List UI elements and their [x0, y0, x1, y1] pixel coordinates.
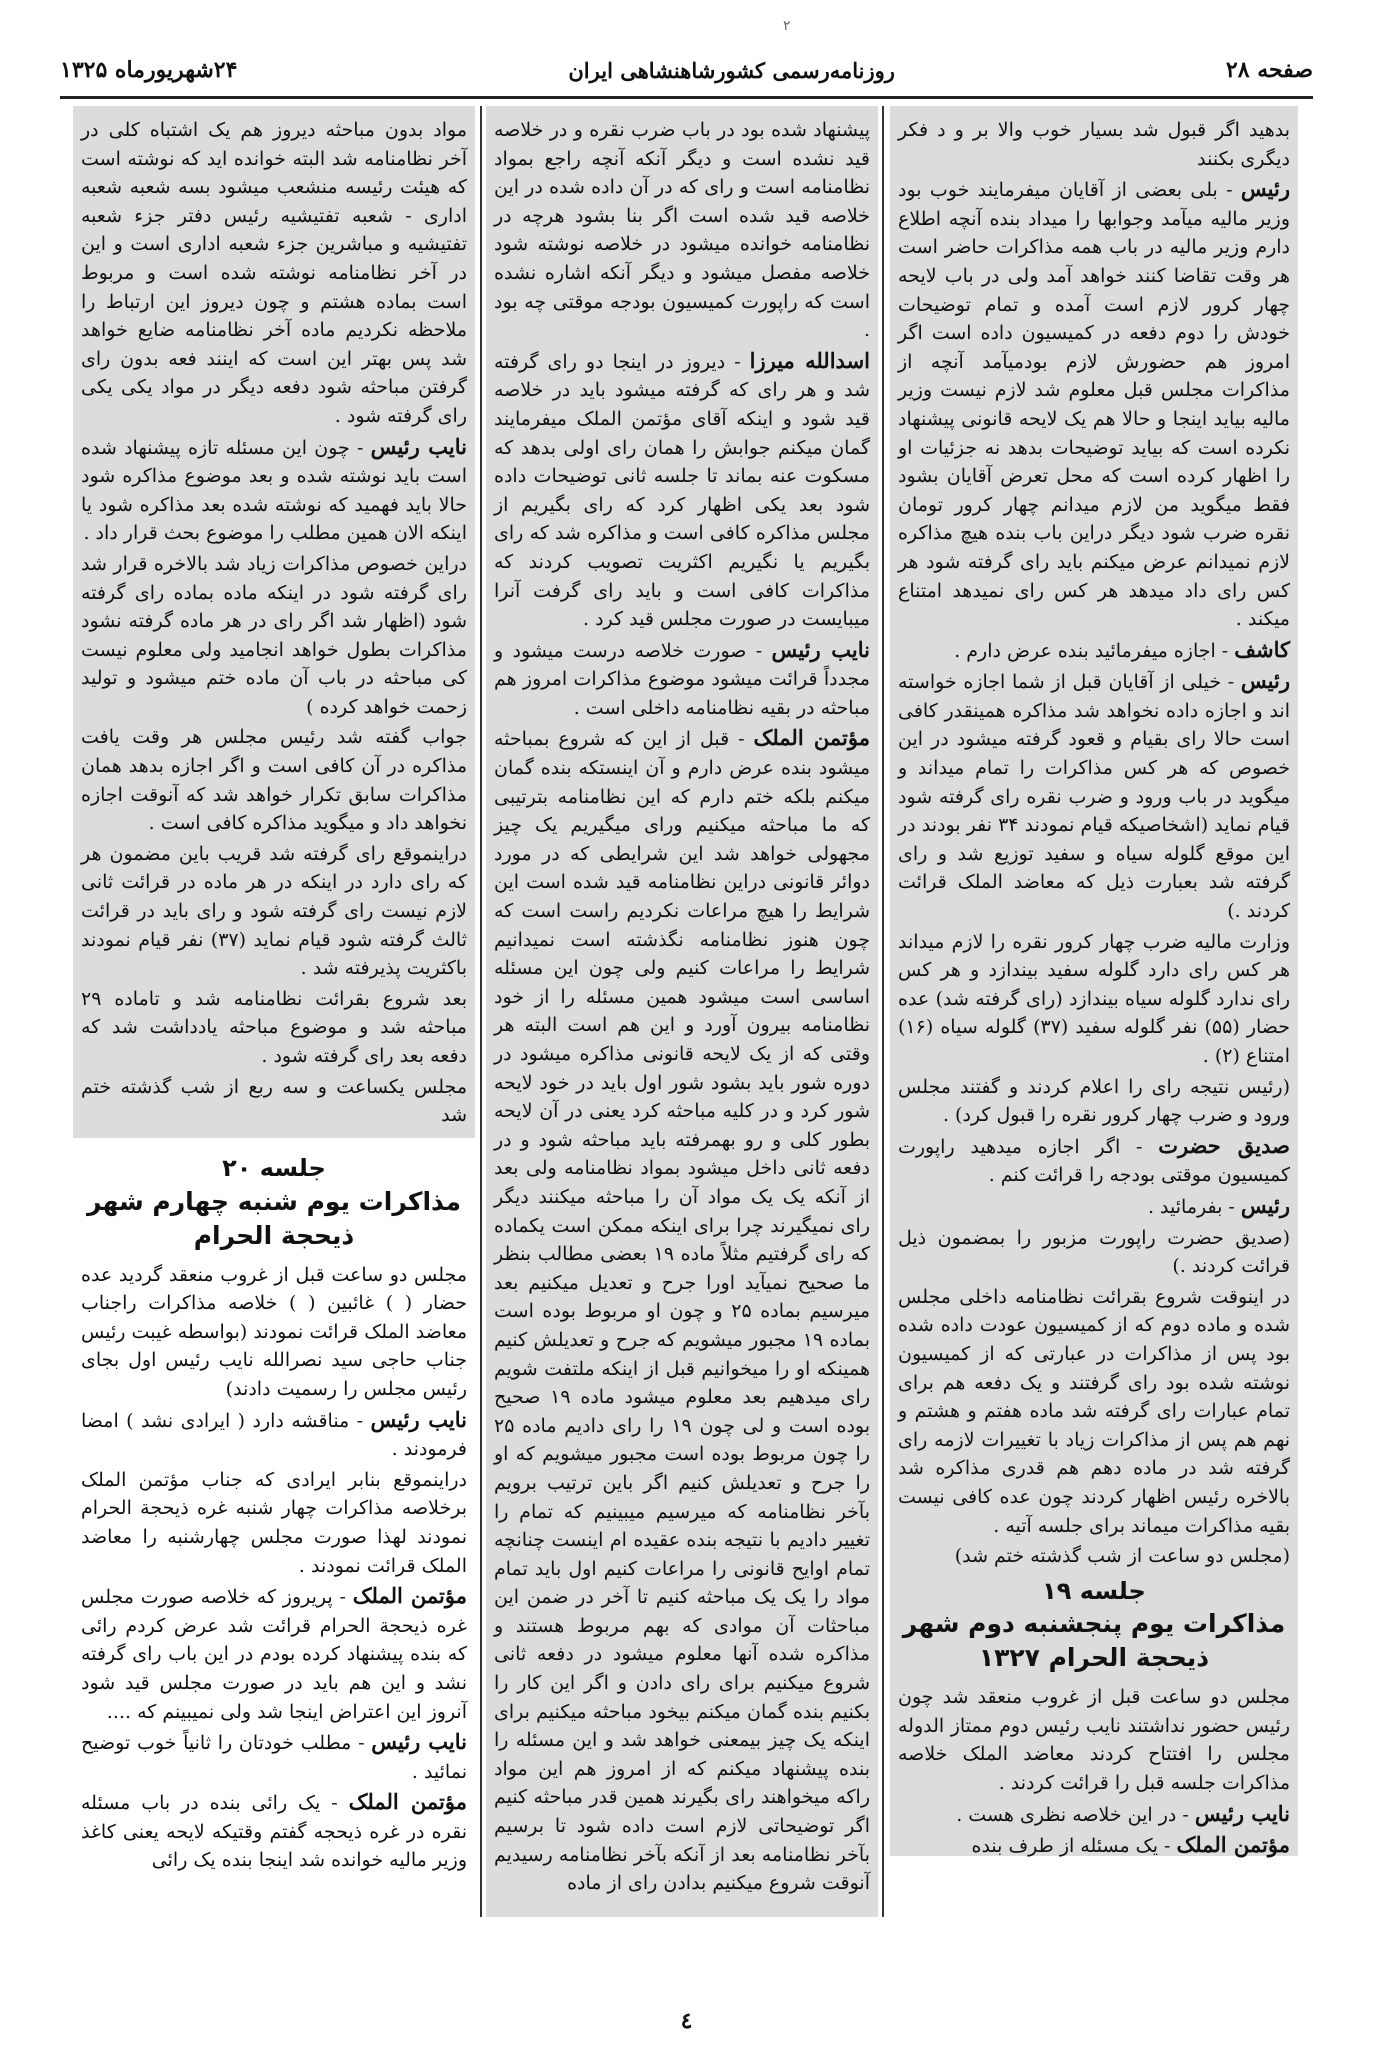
col3-para-7: مجلس یکساعت و سه ربع از شب گذشته ختم شد	[81, 1075, 467, 1127]
col2-para-4: مؤتمن الملک - قبل از این که شروع بمباحثه میشود بنده عرض دارم و آن اینستکه بنده گمان میکنم بلکه ختم دارم که این نظامنامه بترتیبی که ما مباحثه میکنیم ورای میگیریم یک چیز مجهولی خواهد شد این شرایطی که در مورد دوائر قانونی دراین نظامنامه قید شده است این شرایط را هیچ مراعات نکردیم راست است که چون هنوز نظامنامه نگذشته است نمیدانیم شرایط را مراعات کنیم ولی چون این مسئله اساسی است میشود همین مسئله را از خود نظامنامه بیرون آورد و این هم است البته هر وقتی که از یک لایحه قانونی مذاکره میشود در دوره شور باید بشود شور اول باید در خود لایحه شور کرد و در کلیه مباحثه کرد یعنی در آن لایحه بطور کلی و رو بهمرفته باید مباحثه شود و در دفعه ثانی داخل میشود بمواد نظامنامه ولی بعد از آنکه یک یک مواد آن را مباحثه میکنند دیگر رای نمیگیرند چرا برای اینکه ممکن است یکماده که رای گرفتیم مثلاً ماده ۱۹ بعضی مطالب بنظر ما صحیح نمیآید اورا جرح و تعدیل میکنیم بعد میرسیم بماده ۲۵ و چون او مربوط بوده است بماده ۱۹ مجبور میشویم که جرح و تعدیلش کنیم همینکه او را میخوانیم قبل از اینکه ملتفت شویم رای میدهیم بعد معلوم میشود ماده ۱۹ صحیح بوده است و لی چون ۱۹ را رای دادیم ماده ۲۵ را چون مربوط بوده است مجبور میشویم که او را جرح و تعدیلش کنیم اگر باین ترتیب برویم بآخر نظامنامه که میرسیم میبینیم که تمام را تغییر دادیم با نتیجه بنده عقیده ام اینست چنانچه تمام اوایح قانونی را مراعات کنیم اول باید تمام مواد را یک یک مباحثه کنیم تا آخر در ضمن این مباحثات آن موادی که بهم مربوط هستند و مذاکره شده آنها معلوم میشود در دفعه ثانی شروع میکنیم برای رای دادن و اگر این کار را بکنیم بنده گمان میکنم بیخود مباحثه میکنیم برای اینکه یک چیز بیمعنی خواهد شد و این مسئله را بنده پیشنهاد میکنم که از امروز هم این مواد راکه میخواهند رای بگیرند همین قدر مباحثه کنیم اگر توضیحاتی لازم است داده شود تا برسیم بآخر نظامنامه بعد از آنکه بآخر نظامنامه رسیدیم آنوقت شروع میکنیم بدادن رای از ماده	[494, 725, 871, 1895]
col1-para-10: در اینوقت شروع بقرائت نظامنامه داخلی مجلس شده و ماده دوم که از کمیسیون عودت داده شده بود پس از مذاکرات در عبارتی که از کمیسیون نوشته شده بود رای گرفتند و یک دفعه هم برای تمام عبارات رای گرفته شد ماده هفتم و هشتم و نهم هم پس از مذاکرات زیاد با تغییرات لازمه رای گرفته شد در ماده دهم هم قدری مذاکره شد بالاخره رئیس اظهار کردند چون عده کافی نیست بقیه مذاکرات میماند برای جلسه آتیه .	[898, 1285, 1290, 1537]
column-divider	[882, 106, 884, 1917]
session20-para-3: دراینموقع بنابر ایرادی که جناب مؤتمن الملک برخلاصه مذاکرات چهار شنبه غره ذیحجة الحرام نمودند لهذا صورت مجلس چهارشنبه را معاضد الملک قرائت نمودند .	[81, 1468, 467, 1577]
col3-para-3: دراین خصوص مذاکرات زیاد شد بالاخره قرار شد رای گرفته شود در اینکه ماده بماده رای گرفته شود (اظهار شد اگر رای در هر ماده گرفته نشود مذاکرات بطول خواهد انجامید ولی معلوم نیست کی مباحثه در باب آن ماده ختم میشود و تولید زحمت خواهد کرده )	[81, 552, 467, 718]
header-date: ۲۴شهریورماه ۱۳۲۵	[60, 57, 238, 83]
session19-number: جلسه ۱۹	[1042, 1576, 1146, 1605]
column-left	[73, 106, 475, 1138]
corner-mark: ۲	[783, 18, 791, 34]
page-header	[60, 50, 1313, 90]
col3-para-5: دراینموقع رای گرفته شد قریب باین مضمون هر که رای دارد در اینکه در هر ماده در قرائت ثانی لازم نیست رای گرفته شود و رای باید در قرائت ثالث گرفته شود قیام نماید (۳۷) نفر قیام نمودند باکثریت پذیرفته شد .	[81, 842, 468, 980]
session19-title: مذاکرات یوم پنجشنبه دوم شهر ذیحجة الحرام ۱۳۲۷	[902, 1609, 1286, 1673]
col1-para-5: وزارت مالیه ضرب چهار کرور نقره را لازم میداند هر کس رای دارد گلوله سفید بیندازد و هر کس رای ندارد گلوله سیاه بیندازد (رای گرفته شد) عده حضار (۵۵) نفر گلوله سفید (۳۷) گلوله سیاه (۱۶) امتناع (۲) .	[898, 930, 1291, 1067]
col1-para-6: (رئیس نتیجه رای را اعلام کردند و گفتند مجلس ورود و ضرب چهار کرور نقره را قبول کرد) .	[898, 1075, 1290, 1127]
session20-para-2: نایب رئیس - مناقشه دارد ( ایرادی نشد ) امضا فرمودند .	[81, 1406, 467, 1461]
session19-para-3: مؤتمن الملک - یک مسئله از طرف بنده	[971, 1832, 1290, 1858]
col2-para-2: اسدالله میرزا - دیروز در اینجا دو رای گرفته شد و هر رای که گرفته میشود باید در خلاصه قید شود و اینکه آقای مؤتمن الملک میفرمایند گمان میکنم جوابش را همان رای اولی بدهد که مسکوت عنه بماند تا جلسه ثانی توضیحات داده شود بعد یکی اظهار کرد که رای بگیریم از مجلس مذاکره کافی است و مذاکره شد که رای بگیریم یا نگیریم اکثریت تصویب کردند که مذاکرات کافی است و باید رای گرفت آنرا میبایست در صورت مجلس قید کرد .	[494, 347, 870, 631]
column-right	[890, 106, 1298, 1856]
session20-title: مذاکرات یوم شنبه چهارم شهر ذیحجة الحرام	[87, 1186, 461, 1250]
col2-para-1: پیشنهاد شده بود در باب ضرب نقره و در خلاصه قید نشده است و دیگر آنکه آنچه راجع بمواد نظامنامه است و رای که در آن داده شده در این خلاصه قید شده است اگر بنا بشود هرچه در نظامنامه خوانده میشود در خلاصه نوشته شود خلاصه مفصل میشود و دیگر آنکه اشاره نشده است که راپورت کمیسیون بودجه موقتی چه بود .	[494, 119, 870, 342]
session19-para-2: نایب رئیس - در این خلاصه نظری هست .	[956, 1800, 1290, 1826]
header-page: صفحه ۲۸	[1225, 57, 1313, 83]
col1-para-8: رئیس - بفرمائید .	[1147, 1192, 1290, 1218]
session20-para-1: مجلس دو ساعت قبل از غروب منعقد گردید عده حضار ( ) غائبین ( ) خلاصه مذاکرات راجناب معاضد الملک قرائت نمودند (بواسطه غیبت رئیس جناب حاجی سید نصرالله نایب رئیس اول بجای رئیس مجلس را رسمیت دادند)	[81, 1263, 467, 1400]
col2-para-3: نایب رئیس - صورت خلاصه درست میشود و مجدداً قرائت میشود موضوع مذاکرات امروز هم مباحثه در بقیه نظامنامه داخلی است .	[494, 636, 870, 719]
col3-para-6: بعد شروع بقرائت نظامنامه شد و تاماده ۲۹ مباحثه شد و موضوع مباحثه یادداشت شد که دفعه بعد رای گرفته شود .	[81, 987, 467, 1067]
session20-block	[73, 1148, 475, 1928]
col1-para-1: بدهید اگر قبول شد بسیار خوب والا بر و د فکر دیگری بکنند	[898, 119, 1290, 170]
column-middle	[486, 106, 878, 1917]
col1-para-3: کاشف - اجازه میفرمائید بنده عرض دارم .	[954, 636, 1290, 662]
col3-para-4: جواب گفته شد رئیس مجلس هر وقت یافت مذاکره در آن کافی است و اگر اجازه بدهد همان مذاکرات سابق تکرار خواهد شد که آنوقت اجازه نخواهد داد و میگوید مذاکره کافی است .	[81, 726, 467, 835]
col3-para-1: مواد بدون مباحثه دیروز هم یک اشتباه کلی در آخر نظامنامه شد البته خوانده اید که نوشته است که هیئت رئیسه منشعب میشود بسه شعبه شعبه اداری - شعبه تفتیشیه رئیس دفتر جزء شعبه تفتیشیه و مباشرین جزء شعبه اداری است و این در آخر نظامنامه نوشته شده است و مربوط است بماده هشتم و چون دیروز این ارتباط را ملاحظه نکردیم ماده آخر نظامنامه ضایع خواهد شد پس بهتر این است که اینند فعه بدون رای گرفتن مباحثه شود دفعه دیگر در مواد یکی یکی رای گرفته شود .	[81, 119, 467, 427]
page-number: ٤	[680, 2008, 693, 2034]
session20-para-4: مؤتمن الملک - پریروز که خلاصه صورت مجلس غره ذیحجة الحرام قرائت شد عرض کردم رائی که بنده پیشنهاد کرده بودم در این باب رای گرفته نشد و این هم باید در صورت مجلس قید شود آنروز این اعتراض اینجا شد ولی نمیبینم که ....	[81, 1583, 467, 1723]
session20-para-5: نایب رئیس - مطلب خودتان را ثانیاً خوب توضیح نمائید .	[81, 1729, 467, 1783]
session19-para-1: مجلس دو ساعت قبل از غروب منعقد شد چون رئیس حضور نداشتند نایب رئیس دوم ممتاز الدوله مجلس را افتتاح کردند معاضد الملک خلاصه مذاکرات جلسه قبل را قرائت کردند .	[898, 1686, 1290, 1795]
col1-para-4: رئیس - خیلی از آقایان قبل از شما اجازه خواسته اند و اجازه داده نخواهد شد مذاکره همینقدر کافی است حالا رای بقیام و قعود گرفته میشود در این خصوص که هر کس مذاکرات را تمام میداند و میگوید در باب ورود و ضرب نقره رای گرفته شود قیام نماید (اشخاصیکه قیام نمودند ۳۴ نفر بودند در این موقع گلوله سیاه و سفید توزیع شد و رای گرفته شد بعبارت ذیل که معاضد الملک قرائت کردند .)	[898, 668, 1290, 923]
header-rule	[60, 96, 1313, 99]
column-divider	[480, 106, 482, 1917]
col1-para-2: رئیس - بلی بعضی از آقایان میفرمایند خوب بود وزیر مالیه میآمد وجوابها را میداد بنده آنچه اطلاع دارم وزیر مالیه در باب همه مذاکرات حاضر است هر وقت تقاضا کنند خواهد آمد ولی در باب لایحه چهار کرور لازم است آمده و تمام توضیحات خودش را دوم دفعه در کمیسیون داده است اگر امروز هم حضورش لازم بودمیآمد آنچه از مذاکرات مجلس قبل معلوم شد لازم نیست وزیر مالیه بیاید اینجا و حالا هم یک لایحه قانونی پیشنهاد نکرده است که بیاید توضیحات بدهد نه جزئیات او را اظهار کرده است که محل تعرض آقایان بشود فقط میگوید من لازم میدانم چهار کرور تومان نقره ضرب شود دیگر دراین باب بنده هیچ مذاکره لازم نمیدانم عرض میکنم باید رای گرفته شود هر کس رای داد میدهد هر کس رای نمیدهد امتناع میکند .	[898, 176, 1290, 631]
col1-para-7: صدیق حضرت - اگر اجازه میدهید راپورت کمیسیون موقتی بودجه را قرائت کنم .	[898, 1132, 1290, 1187]
col3-para-2: نایب رئیس - چون این مسئله تازه پیشنهاد شده است باید نوشته شده و بعد موضوع مذاکره شود حالا باید فهمید که نوشته شده بعد مذاکره شود یا اینکه الان همین مطلب را موضوع بحث قرار داد .	[81, 433, 467, 545]
col1-para-9: (صدیق حضرت راپورت مزبور را بمضمون ذیل قرائت کردند .)	[898, 1226, 1290, 1278]
session20-para-6: مؤتمن الملک - یک رائی بنده در باب مسئله نقره در غره ذیحجه گفتم وقتیکه لایحه یعنی کاغذ وزیر مالیه خوانده شد اینجا بنده یک رائی	[81, 1789, 467, 1872]
session20-number: جلسه ۲۰	[222, 1154, 326, 1182]
col1-para-11: (مجلس دو ساعت از شب گذشته ختم شد)	[954, 1545, 1290, 1568]
header-title: روزنامه‌رسمی کشورشاهنشاهی ایران	[568, 57, 895, 83]
